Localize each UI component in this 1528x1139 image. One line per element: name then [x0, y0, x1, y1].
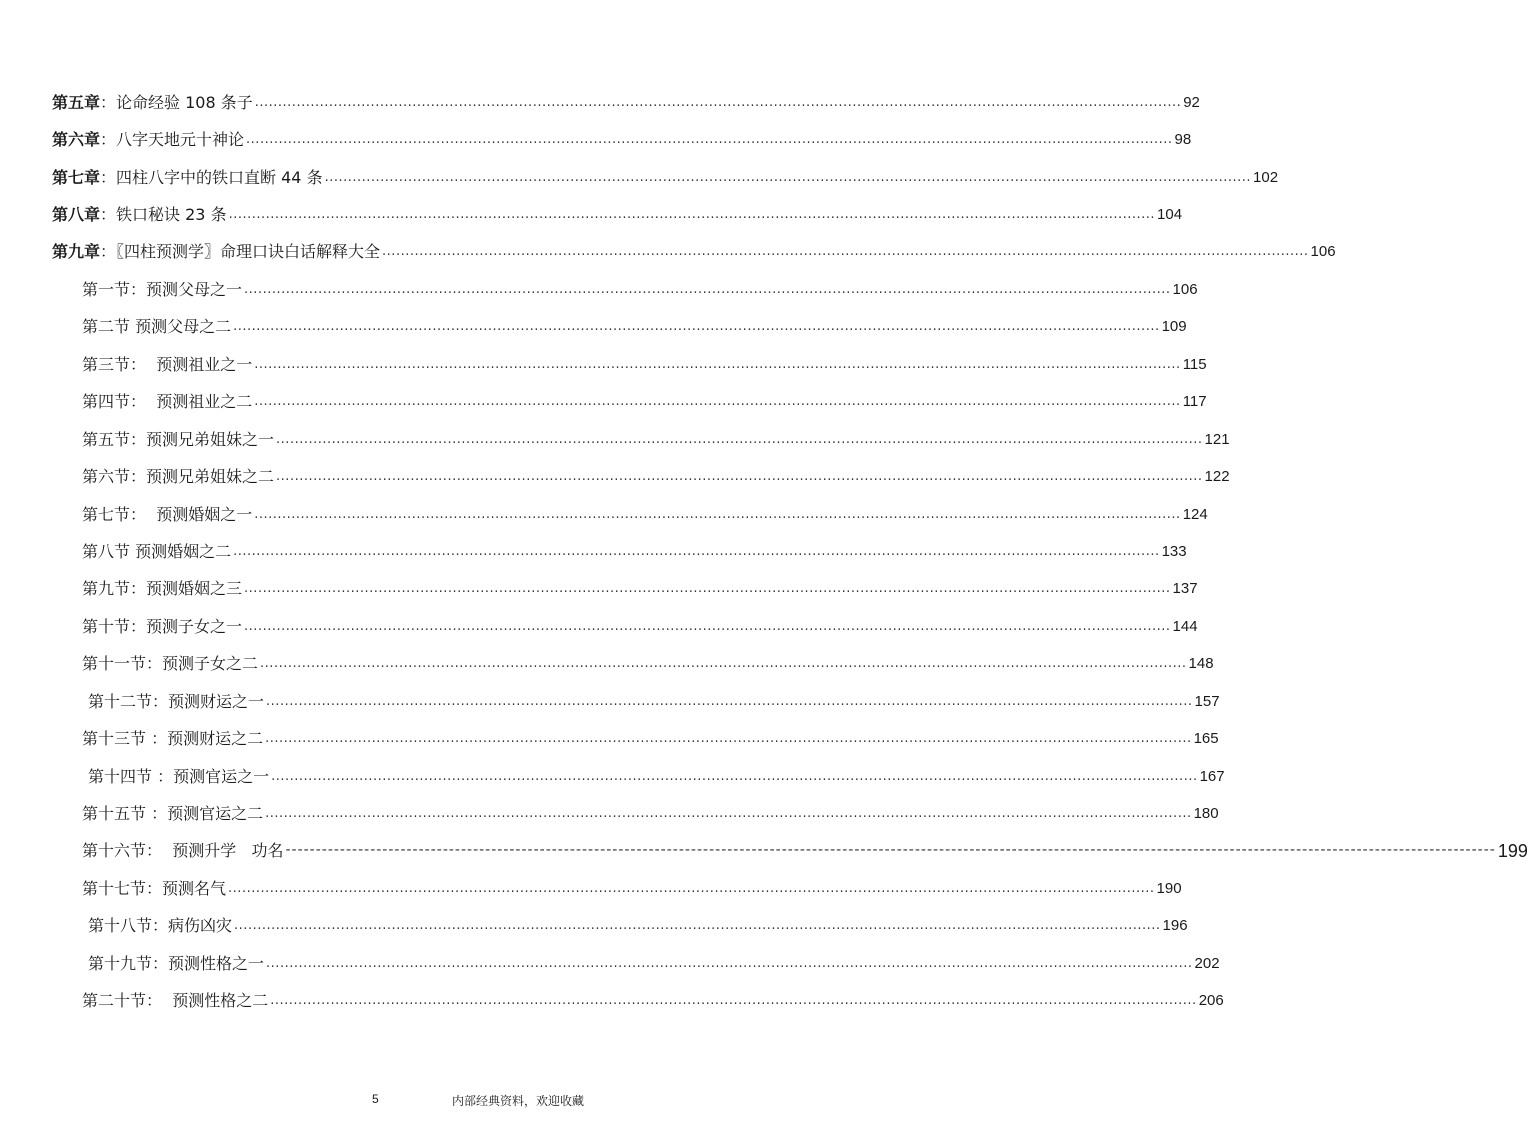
toc-entry-title [82, 430, 276, 450]
toc-entry-text: 预测婚姻之二 [135, 542, 232, 561]
toc-entry[interactable] [82, 422, 1230, 450]
toc-entry-page: 104 [1157, 206, 1183, 223]
toc-entry-label: 第十六节 [82, 841, 147, 860]
toc-entry-page: 115 [1182, 356, 1207, 373]
toc-entry-separator: ： [130, 355, 157, 374]
toc-entry-separator: ： [146, 841, 173, 860]
toc-entry[interactable] [52, 85, 1200, 113]
toc-entry-separator: ： [130, 505, 157, 524]
toc-entry-page: 106 [1172, 281, 1198, 298]
toc-leader-dots: -------------------------------------------------------------------------------------------------------------------------------------------------------------------------------------------------------- [285, 842, 1496, 858]
toc-leader-dots: ........................................................................................................................................................................................................ [246, 132, 1173, 147]
toc-entry-text: 预测子女之一 [146, 617, 243, 636]
toc-leader-dots: ........................................................................................................................................................................................................ [234, 918, 1161, 933]
toc-entry[interactable] [82, 721, 1219, 749]
toc-leader-dots: ........................................................................................................................................................................................................ [254, 507, 1181, 522]
toc-leader-dots: ........................................................................................................................................................................................................ [276, 432, 1203, 447]
toc-entry-label: 第二十节 [82, 991, 147, 1010]
toc-entry-label: 第六节 [82, 467, 131, 486]
toc-entry-page: 137 [1172, 580, 1198, 597]
toc-entry-text: 预测婚姻之一 [156, 505, 253, 524]
toc-entry-page: 157 [1194, 693, 1220, 710]
toc-entry-label: 第九节 [82, 579, 131, 598]
toc-entry-label: 第十七节 [82, 879, 147, 898]
toc-entry-page: 102 [1253, 169, 1279, 186]
toc-entry[interactable] [82, 384, 1207, 412]
toc-entry-text: 预测性格之二 [172, 991, 269, 1010]
toc-entry-text: 预测官运之二 [167, 804, 264, 823]
toc-leader-dots: ........................................................................................................................................................................................................ [228, 207, 1156, 222]
toc-leader-dots: ........................................................................................................................................................................................................ [271, 769, 1198, 784]
toc-leader-dots: ........................................................................................................................................................................................................ [233, 319, 1160, 334]
toc-entry-title [82, 542, 233, 562]
toc-entry-text: 预测性格之一 [168, 954, 265, 973]
footer-note: 内部经典资料，欢迎收藏 [452, 1094, 585, 1108]
toc-entry-label: 第九章 [52, 242, 101, 261]
toc-entry-page: 196 [1162, 917, 1188, 934]
toc-entry[interactable] [82, 646, 1214, 674]
toc-entry-separator: ： [146, 991, 173, 1010]
toc-entry-title [52, 93, 255, 113]
toc-entry-title [88, 692, 266, 712]
toc-leader-dots: ........................................................................................................................................................................................................ [270, 993, 1197, 1008]
toc-entry-text: 预测祖业之一 [156, 355, 253, 374]
toc-entry-text: 病伤凶灾 [168, 916, 233, 935]
toc-entry-separator: ： [100, 168, 117, 187]
toc-entry[interactable] [88, 759, 1225, 787]
toc-entry-page: 190 [1156, 880, 1182, 897]
toc-entry-title [82, 804, 265, 824]
toc-entry-title [82, 280, 244, 300]
toc-entry[interactable] [82, 833, 1528, 861]
toc-leader-dots: ........................................................................................................................................................................................................ [265, 806, 1192, 821]
toc-entry-page: 121 [1204, 431, 1230, 448]
toc-entry[interactable] [88, 684, 1220, 712]
toc-entry-separator: ： [152, 692, 169, 711]
toc-entry-text: 预测兄弟姐妹之一 [146, 430, 275, 449]
toc-entry-label: 第六章 [52, 130, 101, 149]
toc-entry-page: 98 [1174, 131, 1192, 148]
toc-entry[interactable] [82, 983, 1224, 1011]
toc-entry[interactable] [82, 272, 1198, 300]
toc-entry-page: 148 [1188, 655, 1214, 672]
toc-entry-label: 第五章 [52, 93, 101, 112]
toc-entry-label: 第十节 [82, 617, 131, 636]
toc-entry-title [82, 617, 244, 637]
toc-entry-title [88, 954, 266, 974]
toc-entry-title [88, 916, 234, 936]
toc-entry-text: 预测婚姻之三 [146, 579, 243, 598]
toc-entry-title [52, 242, 382, 262]
toc-entry-text: 预测升学 功名 [172, 841, 284, 860]
toc-entry-separator: ： [146, 654, 163, 673]
toc-leader-dots: ........................................................................................................................................................................................................ [266, 956, 1193, 971]
toc-entry-label: 第八章 [52, 205, 101, 224]
toc-entry-label: 第十九节 [88, 954, 153, 973]
toc-entry-text: 预测兄弟姐妹之二 [146, 467, 275, 486]
toc-entry-title [82, 392, 254, 412]
toc-entry-page: 206 [1198, 992, 1224, 1009]
toc-leader-dots: ........................................................................................................................................................................................................ [254, 394, 1181, 409]
toc-leader-dots: ........................................................................................................................................................................................................ [254, 357, 1181, 372]
toc-entry-text: 预测官运之一 [173, 767, 270, 786]
toc-leader-dots: ........................................................................................................................................................................................................ [254, 95, 1182, 110]
toc-entry-page: 92 [1183, 94, 1200, 111]
toc-entry-separator: ： [146, 729, 168, 748]
toc-leader-dots: ........................................................................................................................................................................................................ [382, 244, 1309, 259]
toc-leader-dots: ........................................................................................................................................................................................................ [244, 581, 1171, 596]
toc-leader-dots: ........................................................................................................................................................................................................ [233, 544, 1160, 559]
toc-entry-label: 第一节 [82, 280, 131, 299]
toc-entry-separator: ： [130, 579, 147, 598]
toc-entry[interactable] [88, 908, 1188, 936]
toc-entry-label: 第八节 [82, 542, 131, 561]
toc-entry-label: 第七节 [82, 505, 131, 524]
toc-entry-separator: ： [146, 879, 163, 898]
toc-entry[interactable] [82, 459, 1230, 487]
toc-entry-label: 第五节 [82, 430, 131, 449]
toc-entry-separator: ： [130, 467, 147, 486]
toc-entry[interactable] [52, 160, 1279, 188]
toc-leader-dots: ........................................................................................................................................................................................................ [260, 656, 1187, 671]
toc-entry-title [82, 505, 254, 525]
toc-entry-page: 199 [1497, 841, 1528, 861]
toc-entry-label: 第十二节 [88, 692, 153, 711]
toc-entry-label: 第二节 [82, 317, 131, 336]
toc-entry[interactable] [82, 571, 1198, 599]
toc-entry-label: 第十三节 [82, 729, 147, 748]
toc-entry-page: 167 [1199, 768, 1225, 785]
toc-entry-separator: ： [100, 205, 117, 224]
toc-entry-title [52, 168, 325, 188]
toc-leader-dots: ........................................................................................................................................................................................................ [276, 469, 1203, 484]
toc-entry-title [82, 317, 233, 337]
toc-entry-text: 〖四柱预测学〗命理口诀白话解释大全 [116, 242, 381, 261]
toc-entry-separator: ： [100, 242, 117, 261]
toc-entry[interactable] [82, 497, 1208, 525]
footer-page-number: 5 [372, 1092, 379, 1106]
toc-entry-separator: ： [130, 392, 157, 411]
toc-entry-title [82, 355, 254, 375]
toc-entry[interactable] [88, 946, 1220, 974]
toc-entry-title [82, 841, 285, 861]
toc-entry-text: 四柱八字中的铁口直断 44 条 [116, 168, 323, 187]
toc-entry-label: 第七章 [52, 168, 101, 187]
toc-entry[interactable] [82, 347, 1207, 375]
toc-entry-page: 144 [1172, 618, 1198, 635]
toc-leader-dots: ........................................................................................................................................................................................................ [265, 731, 1192, 746]
toc-entry-separator: ： [130, 430, 147, 449]
toc-entry-text: 预测财运之一 [168, 692, 265, 711]
toc-entry-label: 第十一节 [82, 654, 147, 673]
toc-entry-separator: ： [152, 916, 169, 935]
toc-entry-page: 106 [1310, 243, 1336, 260]
toc-leader-dots: ........................................................................................................................................................................................................ [266, 694, 1193, 709]
toc-entry-label: 第十八节 [88, 916, 153, 935]
toc-entry-text: 预测财运之二 [167, 729, 264, 748]
toc-entry[interactable] [82, 534, 1187, 562]
toc-entry-label: 第十五节 [82, 804, 147, 823]
toc-entry-separator: ： [100, 93, 117, 112]
toc-entry-text: 预测名气 [162, 879, 227, 898]
toc-entry-page: 180 [1193, 805, 1219, 822]
toc-entry-title [52, 130, 246, 150]
toc-entry-separator: ： [152, 954, 169, 973]
toc-entry-label: 第四节 [82, 392, 131, 411]
toc-entry-separator: ： [146, 804, 168, 823]
toc-entry-text: 八字天地元十神论 [116, 130, 245, 149]
toc-entry-page: 202 [1194, 955, 1220, 972]
toc-entry[interactable] [82, 309, 1187, 337]
toc-entry-text: 铁口秘诀 23 条 [116, 205, 227, 224]
toc-entry-title [82, 654, 260, 674]
toc-entry-page: 133 [1161, 543, 1187, 560]
toc-entry-text: 论命经验 108 条子 [116, 93, 253, 112]
toc-entry-separator: ： [152, 767, 174, 786]
toc-entry-text: 预测父母之二 [135, 317, 232, 336]
toc-entry-title [82, 991, 270, 1011]
toc-entry[interactable] [82, 609, 1198, 637]
toc-entry[interactable] [52, 197, 1183, 225]
toc-entry-page: 165 [1193, 730, 1219, 747]
toc-entry-title [82, 579, 244, 599]
toc-leader-dots: ........................................................................................................................................................................................................ [228, 881, 1155, 896]
toc-entry-page: 124 [1182, 506, 1208, 523]
toc-entry-title [52, 205, 229, 225]
toc-entry-title [82, 879, 228, 899]
toc-entry-separator: ： [100, 130, 117, 149]
toc-leader-dots: ........................................................................................................................................................................................................ [324, 170, 1252, 185]
toc-entry-text: 预测祖业之二 [156, 392, 253, 411]
toc-entry-title [82, 729, 265, 749]
toc-entry-label: 第十四节 [88, 767, 153, 786]
toc-entry-text: 预测父母之一 [146, 280, 243, 299]
toc-entry[interactable] [82, 871, 1182, 899]
toc-entry[interactable] [52, 122, 1192, 150]
toc-entry[interactable] [52, 234, 1336, 262]
toc-leader-dots: ........................................................................................................................................................................................................ [244, 282, 1171, 297]
toc-entry-text: 预测子女之二 [162, 654, 259, 673]
toc-entry-page: 122 [1204, 468, 1230, 485]
toc-entry-title [88, 767, 271, 787]
toc-entry-label: 第三节 [82, 355, 131, 374]
toc-entry-page: 117 [1182, 393, 1207, 410]
toc-entry-title [82, 467, 276, 487]
toc-entry[interactable] [82, 796, 1219, 824]
toc-entry-separator: ： [130, 617, 147, 636]
toc-entry-separator: ： [130, 280, 147, 299]
toc-entry-page: 109 [1161, 318, 1187, 335]
toc-leader-dots: ........................................................................................................................................................................................................ [244, 619, 1171, 634]
